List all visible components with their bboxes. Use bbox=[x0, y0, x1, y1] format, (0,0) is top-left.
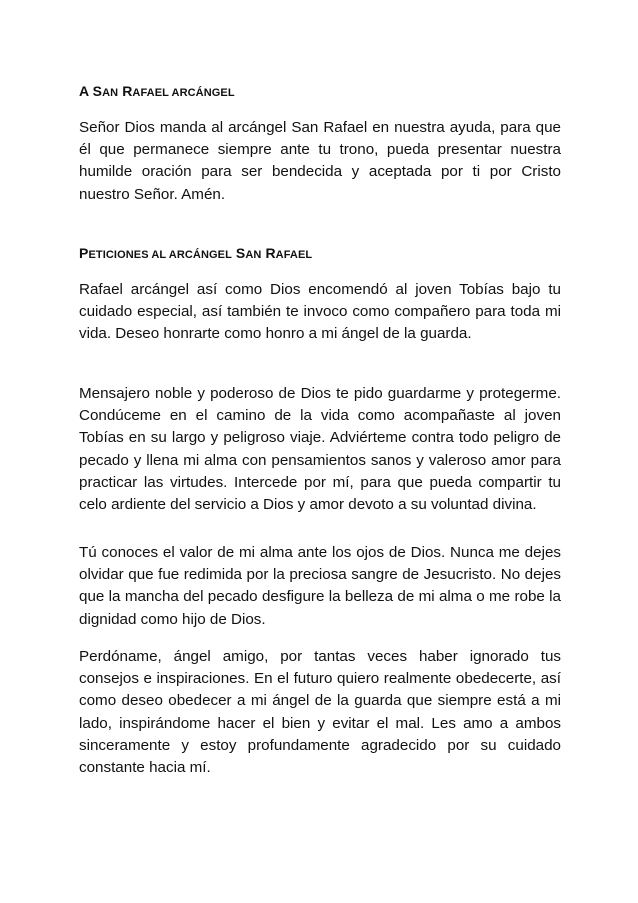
paragraph-prayer: Señor Dios manda al arcángel San Rafael en nuestra ayuda, para que él que permanece siempre ante tu trono, pueda presentar nuestra humilde oración para ser bendecida y aceptada por ti por Cristo nuestro Señor. Amén. bbox=[79, 119, 561, 203]
paragraph-petition-2: Mensajero noble y poderoso de Dios te pido guardarme y protegerme. Condúceme en el camino de la vida como acompañaste al joven Tobías en su largo y peligroso viaje. Adviérteme contra todo peligro de pecado y llena mi alma con pensamientos sanos y valeroso amor para practicar las virtudes. Intercede por mí, para que pueda compartir tu celo ardiente del servicio a Dios y amor devoto a su voluntad divina. bbox=[79, 385, 561, 514]
heading-2-part-d: AN bbox=[245, 249, 262, 261]
heading-1-part-c: R bbox=[118, 83, 133, 99]
heading-1-part-a: A S bbox=[79, 83, 103, 99]
heading-2-part-e: R bbox=[261, 245, 276, 261]
heading-a-san-rafael bbox=[79, 82, 235, 102]
paragraph-petition-1: Rafael arcángel así como Dios encomendó al joven Tobías bajo tu cuidado especial, así también te invoco como compañero para toda mi vida. Deseo honrarte como honro a mi ángel de la guarda. bbox=[79, 281, 561, 343]
heading-1-part-b: AN bbox=[102, 87, 119, 99]
heading-2-part-c: S bbox=[231, 245, 246, 261]
paragraph-petition-4: Perdóname, ángel amigo, por tantas veces haber ignorado tus consejos e inspiraciones. En el futuro quiero realmente obedecerte, así como deseo obedecer a mi ángel de la guarda que siempre está a mi lado, inspirándome hacer el bien y evitar el mal. Les amo a ambos sinceramente y estoy profundamente agradecido por su cuidado constante hacia mí. bbox=[79, 648, 561, 777]
paragraph-petition-3: Tú conoces el valor de mi alma ante los ojos de Dios. Nunca me dejes olvidar que fue redimida por la preciosa sangre de Jesucristo. No dejes que la mancha del pecado desfigure la belleza de mi alma o me robe la dignidad como hijo de Dios. bbox=[79, 544, 561, 628]
heading-2-part-f: AFAEL bbox=[275, 249, 313, 261]
heading-2-part-a: P bbox=[79, 245, 89, 261]
heading-peticiones bbox=[79, 244, 312, 264]
heading-1-part-d: AFAEL ARCÁNGEL bbox=[132, 87, 235, 99]
heading-2-part-b: ETICIONES AL ARCÁNGEL bbox=[88, 249, 232, 261]
